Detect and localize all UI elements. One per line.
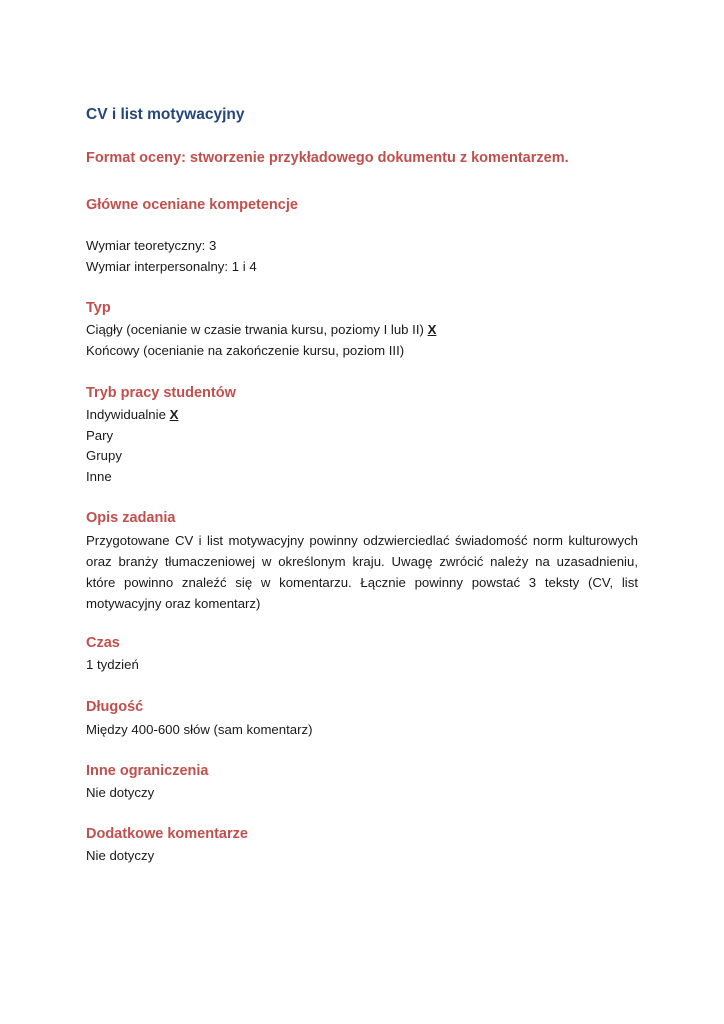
constraints-value: Nie dotyczy [86,785,155,800]
constraints-heading: Inne ograniczenia [86,763,209,779]
work-mode-pairs: Pary [86,428,114,443]
type-option-final [86,341,404,362]
type-heading: Typ [86,300,111,316]
work-mode-groups: Grupy [86,448,122,463]
time-value: 1 tydzień [86,657,139,672]
competence-line: Wymiar interpersonalny: 1 i 4 [86,259,257,274]
type-option-label: Ciągły (ocenianie w czasie trwania kursu, poziomy I lub II) [86,322,424,337]
competence-line: Wymiar teoretyczny: 3 [86,238,217,253]
work-mode-individual [86,405,178,426]
selected-mark: X [169,407,179,422]
work-mode-heading: Tryb pracy studentów [86,385,236,401]
selected-mark: X [427,322,437,337]
document-title: CV i list motywacyjny [86,106,245,123]
task-description: Przygotowane CV i list motywacyjny powinny odzwierciedlać świadomość norm kulturowych oraz branży tłumaczeniowej w określonym kraju. Uwagę zwrócić należy na uzasadnieniu, które powinno znaleźć się w komentarzu. Łącznie powinny powstać 3 teksty (CV, list motywacyjny oraz komentarz) [86,533,638,611]
competences-heading: Główne oceniane kompetencje [86,197,298,213]
assessment-format: Format oceny: stworzenie przykładowego dokumentu z komentarzem. [86,150,569,166]
length-value: Między 400-600 słów (sam komentarz) [86,722,313,737]
task-heading: Opis zadania [86,510,176,526]
work-mode-label: Indywidualnie [86,407,166,422]
work-mode-other: Inne [86,469,112,484]
type-option-label: Końcowy (ocenianie na zakończenie kursu, poziom III) [86,343,405,358]
length-heading: Długość [86,699,144,715]
comments-heading: Dodatkowe komentarze [86,826,248,842]
type-option-continuous [86,320,436,341]
time-heading: Czas [86,635,120,651]
comments-value: Nie dotyczy [86,848,155,863]
